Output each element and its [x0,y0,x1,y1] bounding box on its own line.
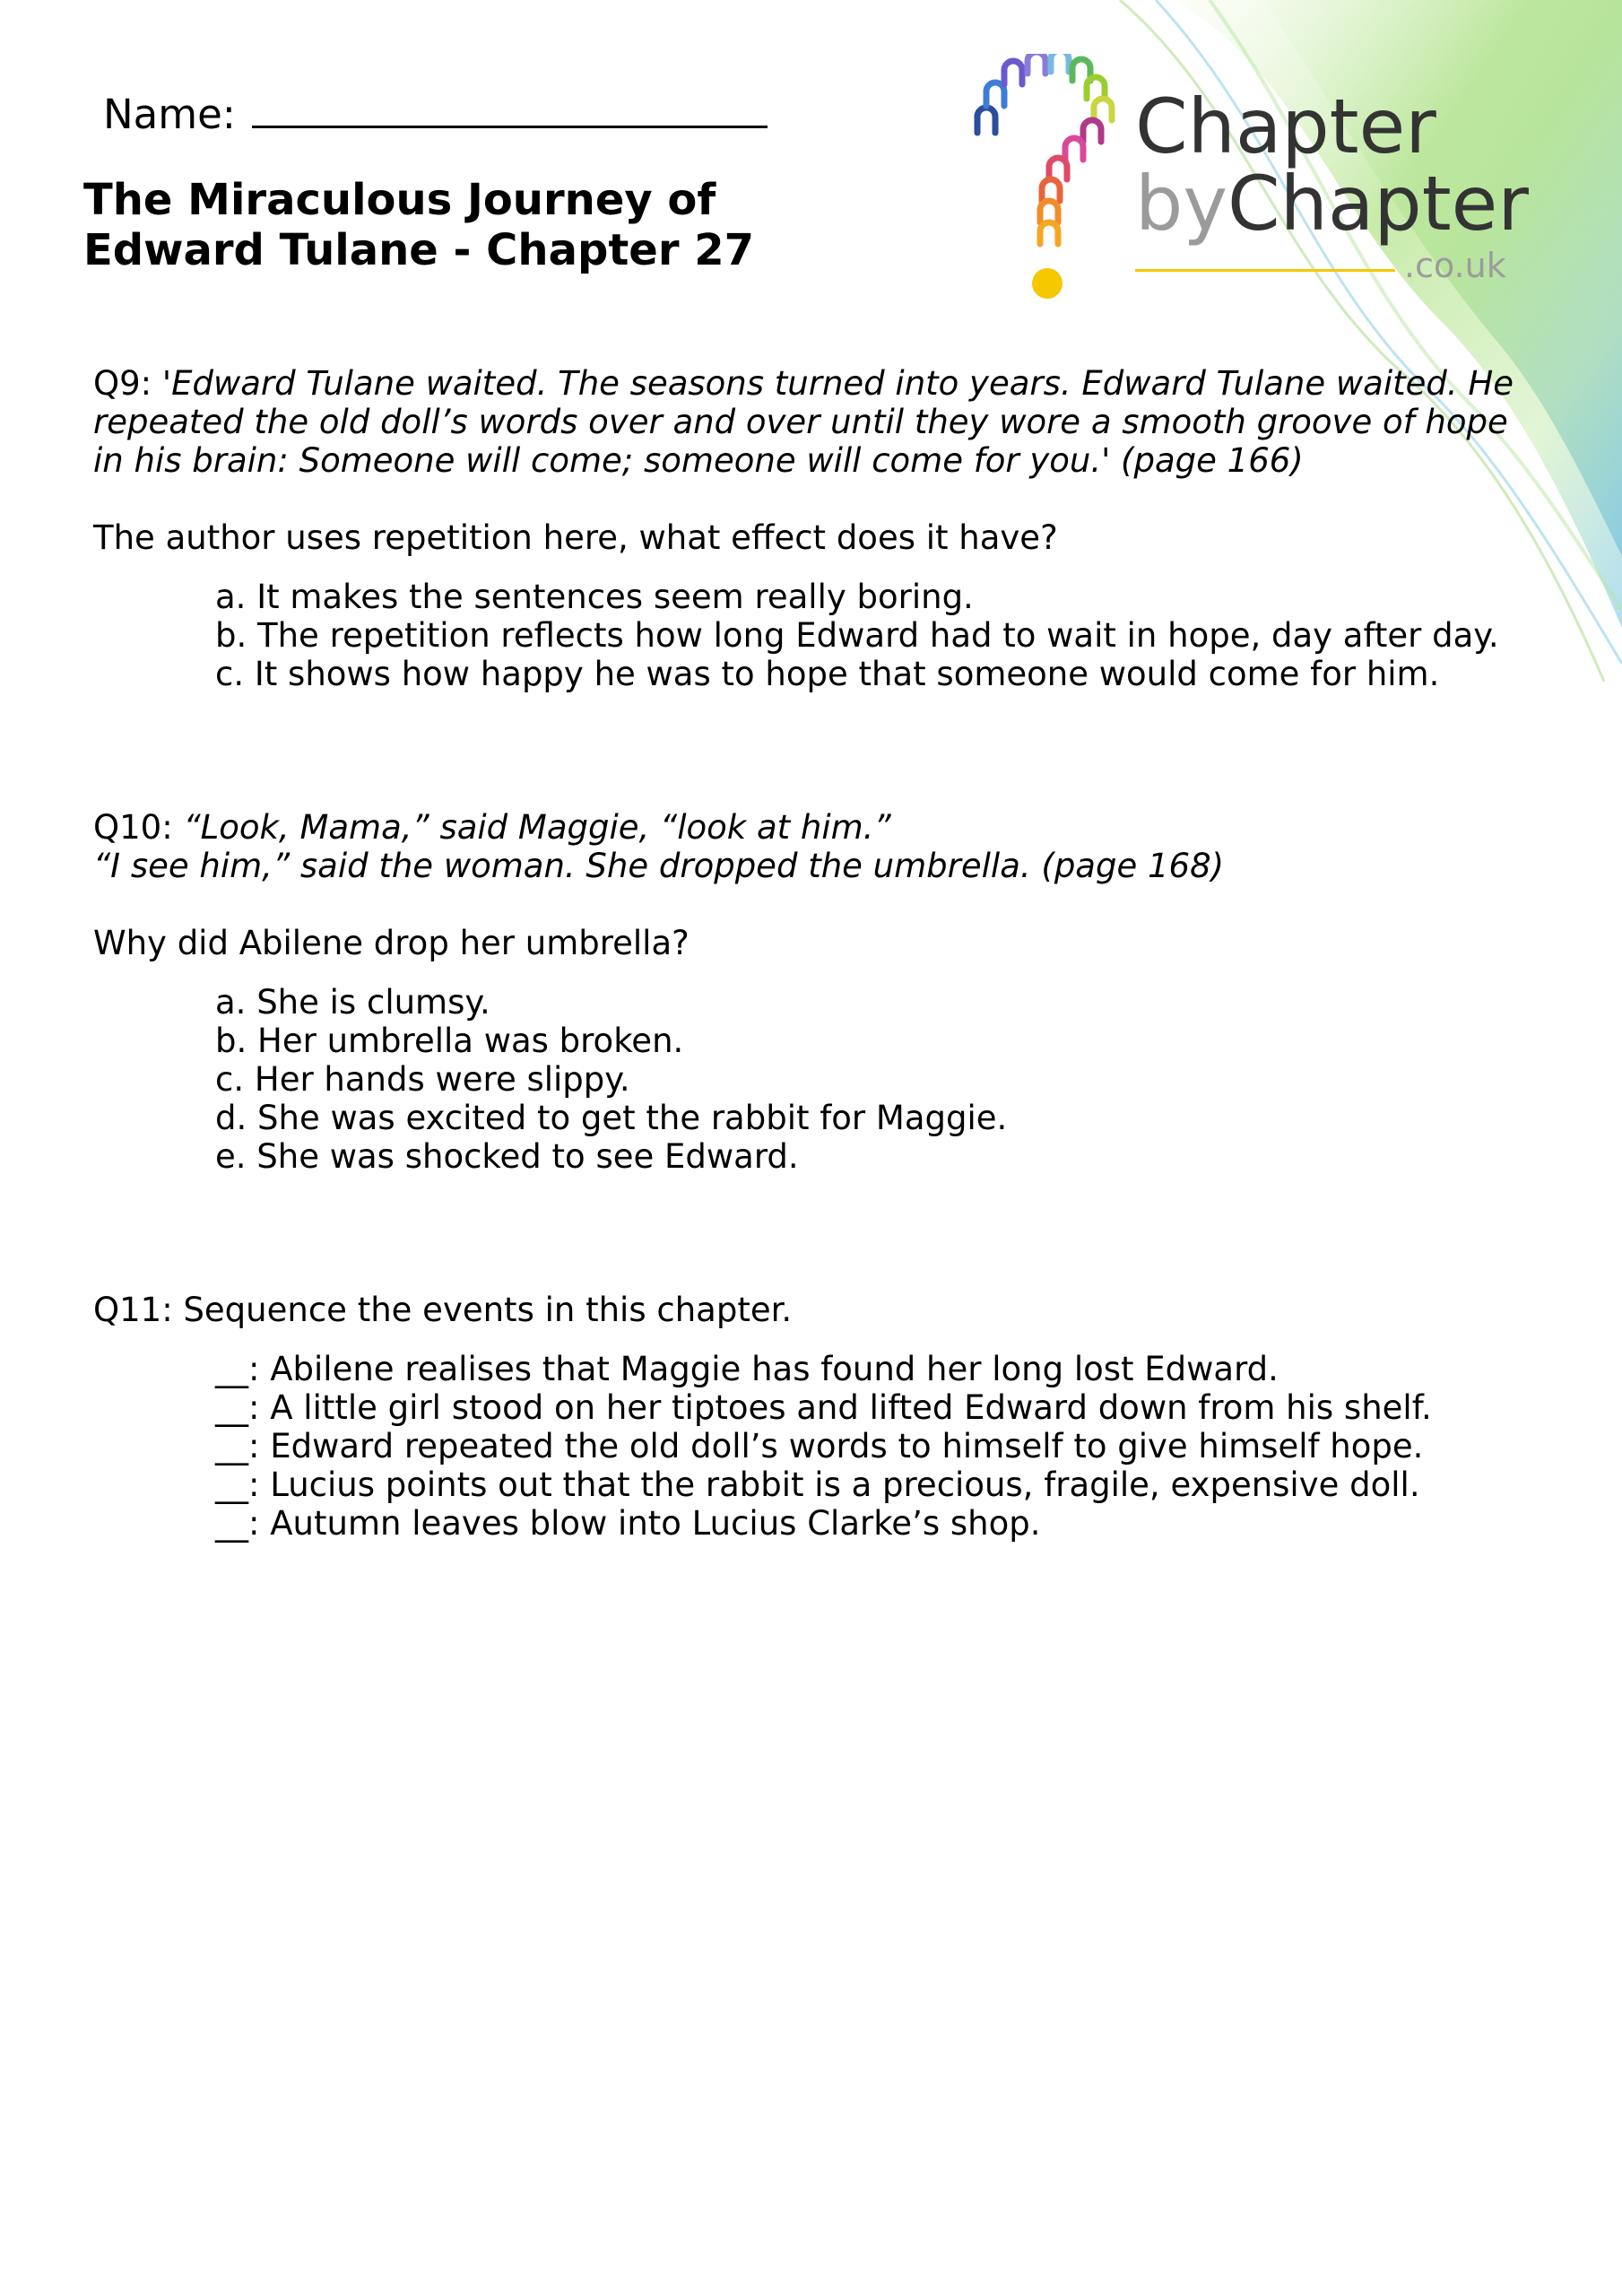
name-label: Name: [103,91,236,138]
logo-word-by-chapter: byChapter [1135,160,1529,248]
q10-quote-line-1: Q10: “Look, Mama,” said Maggie, “look at him.” [93,808,891,847]
q10-option-d: d. She was excited to get the rabbit for Maggie. [215,1099,1008,1137]
q10-option-e: e. She was shocked to see Edward. [215,1137,799,1176]
book-question-mark-icon [959,54,1139,314]
q9-prompt: The author uses repetition here, what effect does it have? [93,518,1058,557]
logo-domain-row [1135,246,1526,285]
title-line-2: Edward Tulane - Chapter 27 [83,225,755,275]
q10-number: Q10: [93,808,173,847]
question-11 [93,1291,1528,1543]
logo-domain: .co.uk [1404,246,1506,285]
q11-event-5: __: Autumn leaves blow into Lucius Clarke’s shop. [215,1504,1041,1543]
question-10 [93,808,1528,1176]
q10-option-c: c. Her hands were slippy. [215,1060,630,1099]
q11-event-1: __: Abilene realises that Maggie has found her long lost Edward. [215,1350,1279,1388]
q11-event-3: __: Edward repeated the old doll’s words to himself to give himself hope. [215,1427,1424,1465]
q11-event-4: __: Lucius points out that the rabbit is a precious, fragile, expensive doll. [215,1465,1420,1504]
q9-quote: 'Edward Tulane waited. The seasons turned into years. Edward Tulane waited. He repeated the old doll’s words over and over until they wore a smooth groove of hope in his brain: Someone will come; someone will come for you.' (page 166) [93,364,1514,480]
name-blank-line [252,90,768,128]
worksheet-title [83,175,754,275]
q11-event-2: __: A little girl stood on her tiptoes and lifted Edward down from his shelf. [215,1388,1432,1427]
q9-option-b: b. The repetition reflects how long Edward had to wait in hope, day after day. [215,616,1499,655]
q10-prompt: Why did Abilene drop her umbrella? [93,924,690,962]
q10-quote-line-2: “I see him,” said the woman. She dropped the umbrella. (page 168) [93,847,1225,885]
q11-prompt: Q11: Sequence the events in this chapter. [93,1291,793,1329]
worksheet-body [93,364,1528,1543]
q9-options [215,578,1528,693]
q10-options [215,983,1528,1176]
question-9 [93,364,1528,693]
logo-yellow-rule [1135,269,1395,272]
q9-quote-paragraph [93,364,1528,480]
title-line-1: The Miraculous Journey of [83,175,716,225]
q10-option-b: b. Her umbrella was broken. [215,1022,684,1060]
q9-number: Q9: [93,364,152,403]
chapter-by-chapter-logo [959,54,1569,314]
name-field [103,90,768,138]
q9-option-c: c. It shows how happy he was to hope that someone would come for him. [215,655,1440,693]
q11-events [215,1350,1528,1543]
q9-option-a: a. It makes the sentences seem really boring. [215,578,974,616]
q10-option-a: a. She is clumsy. [215,983,490,1022]
logo-word-chapter: Chapter [1135,83,1436,170]
